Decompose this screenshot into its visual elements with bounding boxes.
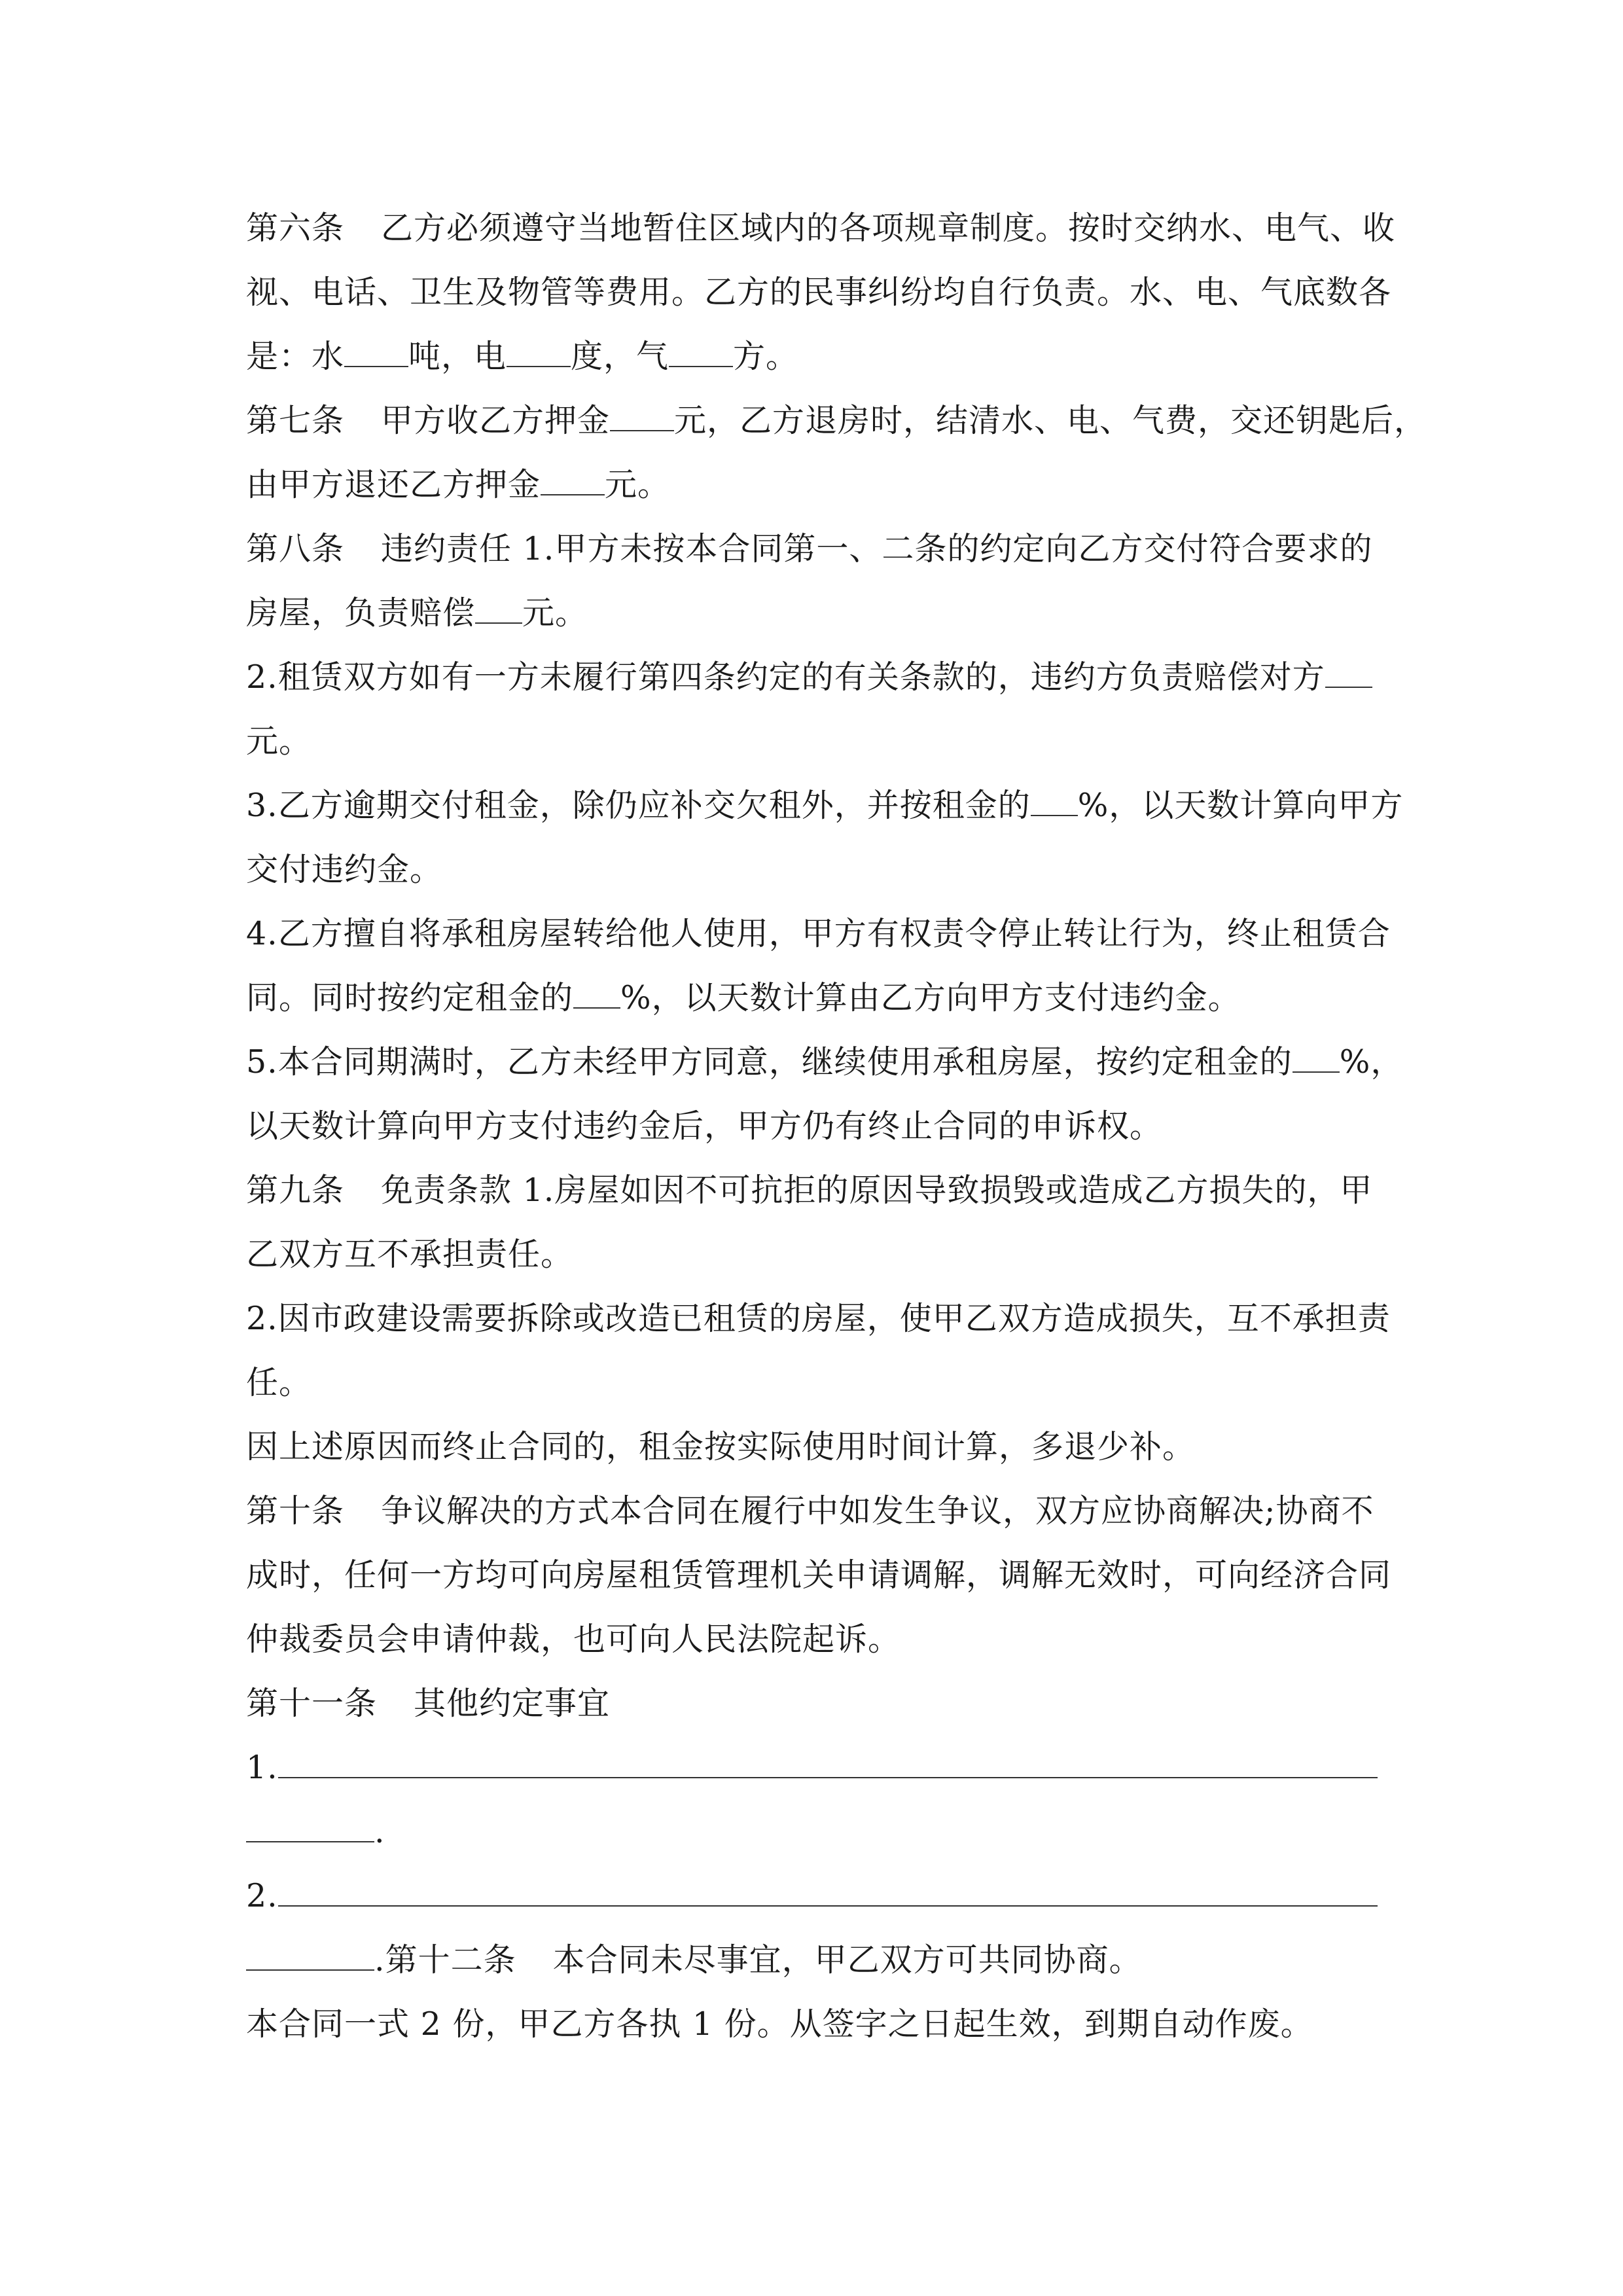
- other-item-1-line: 1.: [246, 1736, 1378, 1800]
- electricity-blank: [507, 334, 571, 367]
- article-6-heading: 第六条: [246, 209, 345, 247]
- breach-compensation-blank: [1325, 655, 1372, 688]
- article-6-line-2: 视、电话、卫生及物管等费用。乙方的民事纠纷均自行负责。水、电、气底数各: [246, 274, 1392, 311]
- article-12-heading: .第十二条: [374, 1941, 516, 1979]
- article-10-heading: 第十条: [246, 1492, 345, 1530]
- article-8-item-3-line-1: 3.乙方逾期交付租金，除仍应补交欠租外，并按租金的 %，以天数计算向甲方: [246, 774, 1378, 838]
- article-9-line-1: 第九条 免责条款 1.房屋如因不可抗拒的原因导致损毁或造成乙方损失的，甲: [246, 1172, 1373, 1209]
- article-6-line-3: 是：水 吨，电 度，气 方。: [246, 325, 1378, 389]
- article-9-item-2-line-1: 2.因市政建设需要拆除或改造已租赁的房屋，使甲乙双方造成损失，互不承担责: [246, 1300, 1391, 1337]
- article-11-heading: 第十一条: [246, 1685, 378, 1722]
- deposit-refund-blank: [541, 462, 605, 495]
- other-item-1-rule: [278, 1745, 1378, 1778]
- article-10-line-3: 仲裁委员会申请仲裁，也可向人民法院起诉。: [246, 1621, 901, 1658]
- article-8-line-1: 第八条 违约责任 1.甲方未按本合同第一、二条的约定向乙方交付符合要求的: [246, 530, 1373, 567]
- article-8-item-4-line-2: 同。同时按约定租金的 %，以天数计算由乙方向甲方支付违约金。: [246, 966, 1378, 1030]
- article-8-item-5-line-1: 5.本合同期满时，乙方未经甲方同意，继续使用承租房屋，按约定租金的 %，: [246, 1030, 1378, 1094]
- article-8-item-4-line-1: 4.乙方擅自将承租房屋转给他人使用，甲方有权责令停止转让行为，终止租赁合: [246, 915, 1391, 952]
- article-8-item-2-line-2: 元。: [246, 723, 312, 760]
- overstay-rate-blank: [1293, 1039, 1340, 1073]
- article-9-line-2: 乙双方互不承担责任。: [246, 1236, 574, 1273]
- deposit-blank: [610, 398, 674, 431]
- sublet-rate-blank: [573, 975, 620, 1009]
- article-8-heading: 第八条: [246, 530, 345, 567]
- article-8-item-5-line-2: 以天数计算向甲方支付违约金后，甲方仍有终止合同的申诉权。: [246, 1107, 1163, 1145]
- article-8-item-3-line-2: 交付违约金。: [246, 851, 443, 888]
- article-7-line-1: 第七条 甲方收乙方押金 元，乙方退房时，结清水、电、气费，交还钥匙后，: [246, 389, 1378, 453]
- gas-blank: [669, 334, 733, 367]
- article-10-line-1: 第十条 争议解决的方式本合同在履行中如发生争议，双方应协商解决;协商不: [246, 1492, 1374, 1530]
- article-9-item-2-line-2: 任。: [246, 1364, 312, 1401]
- water-blank: [344, 334, 408, 367]
- article-9-line-5: 因上述原因而终止合同的，租金按实际使用时间计算，多退少补。: [246, 1428, 1196, 1465]
- article-11-line-1: 第十一条 其他约定事宜: [246, 1685, 611, 1722]
- other-item-2-rule: [278, 1873, 1378, 1907]
- closing-line: 本合同一式 2 份，甲乙方各执 1 份。从签字之日起生效，到期自动作废。: [246, 2005, 1313, 2043]
- compensation-blank: [475, 590, 522, 624]
- other-item-1-end-rule: [246, 1809, 374, 1842]
- other-item-2-end-rule: [246, 1937, 374, 1971]
- other-item-1-end: .: [246, 1800, 1378, 1864]
- contract-page: [246, 196, 1427, 2056]
- article-8-item-2-line-1: 2.租赁双方如有一方未履行第四条约定的有关条款的，违约方负责赔偿对方: [246, 645, 1378, 709]
- article-7-heading: 第七条: [246, 402, 345, 439]
- article-12-line: .第十二条 本合同未尽事宜，甲乙双方可共同协商。: [246, 1928, 1378, 1992]
- article-8-line-2: 房屋，负责赔偿 元。: [246, 581, 1378, 645]
- late-rate-blank: [1031, 783, 1078, 816]
- article-10-line-2: 成时，任何一方均可向房屋租赁管理机关申请调解，调解无效时，可向经济合同: [246, 1556, 1392, 1594]
- article-6-line-1: 第六条 乙方必须遵守当地暂住区域内的各项规章制度。按时交纳水、电气、收: [246, 209, 1396, 247]
- article-9-heading: 第九条: [246, 1172, 345, 1209]
- other-item-2-line: 2.: [246, 1864, 1378, 1928]
- article-7-line-2: 由甲方退还乙方押金 元。: [246, 453, 1378, 517]
